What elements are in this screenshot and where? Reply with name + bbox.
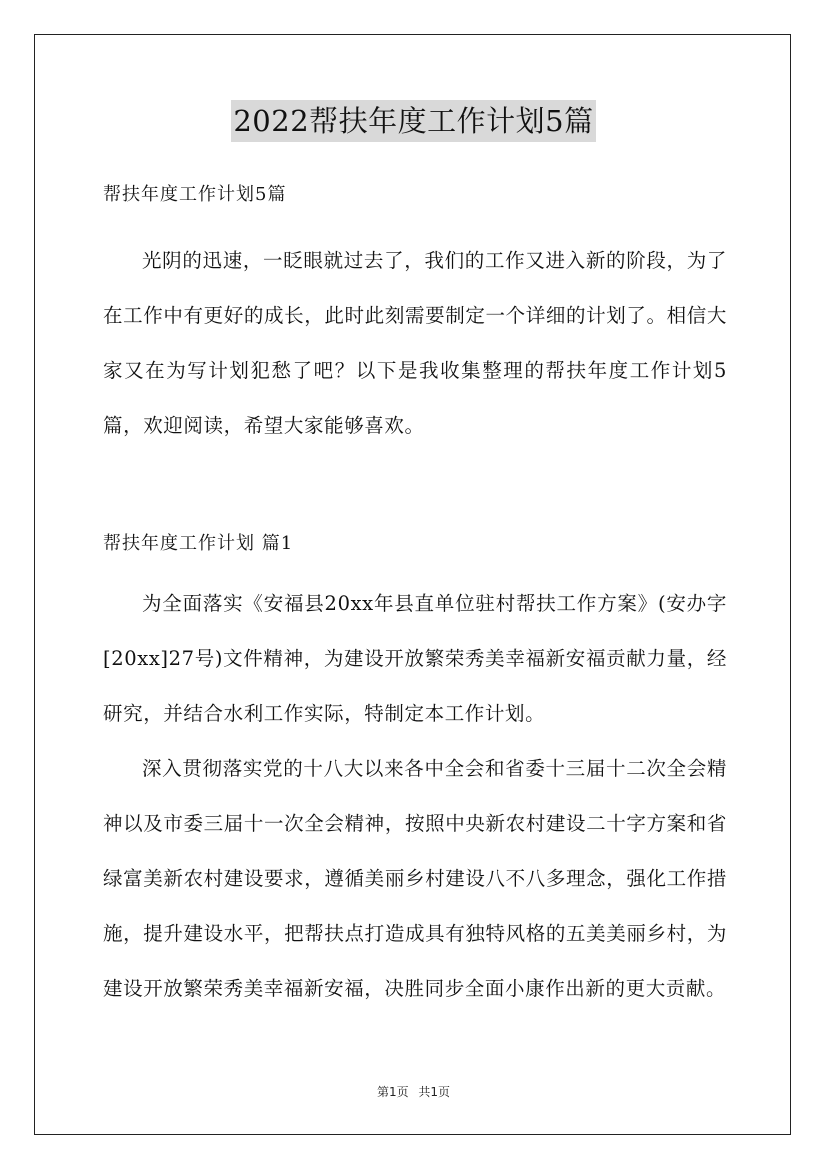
- document-title[interactable]: 2022帮扶年度工作计划5篇: [231, 100, 595, 142]
- section1-paragraph-2[interactable]: 深入贯彻落实党的十八大以来各中全会和省委十三届十二次全会精神以及市委三届十一次全会精神，按照中央新农村建设二十字方案和省绿富美新农村建设要求，遵循美丽乡村建设八不八多理念，强化工作措施，提升建设水平，把帮扶点打造成具有独特风格的五美美丽乡村，为建设开放繁荣秀美幸福新安福，决胜同步全面小康作出新的更大贡献。: [103, 757, 727, 1000]
- section1-heading[interactable]: 帮扶年度工作计划 篇1: [103, 533, 294, 554]
- intro-paragraph[interactable]: 光阴的迅速，一眨眼就过去了，我们的工作又进入新的阶段，为了在工作中有更好的成长，此时此刻需要制定一个详细的计划了。相信大家又在为写计划犯愁了吧？以下是我收集整理的帮扶年度工作计划5篇，欢迎阅读，希望大家能够喜欢。: [103, 249, 727, 437]
- intro-heading[interactable]: 帮扶年度工作计划5篇: [103, 184, 287, 205]
- section1-paragraph-1[interactable]: 为全面落实《安福县20xx年县直单位驻村帮扶工作方案》(安办字[20xx]27号)文件精神，为建设开放繁荣秀美幸福新安福贡献力量，经研究，并结合水利工作实际，特制定本工作计划。: [103, 592, 727, 725]
- document-body: [103, 180, 727, 1016]
- page-total: 共1页: [418, 1085, 451, 1099]
- title-area: [0, 100, 827, 142]
- page-footer: [0, 1083, 827, 1100]
- page-number: 第1页: [376, 1085, 409, 1099]
